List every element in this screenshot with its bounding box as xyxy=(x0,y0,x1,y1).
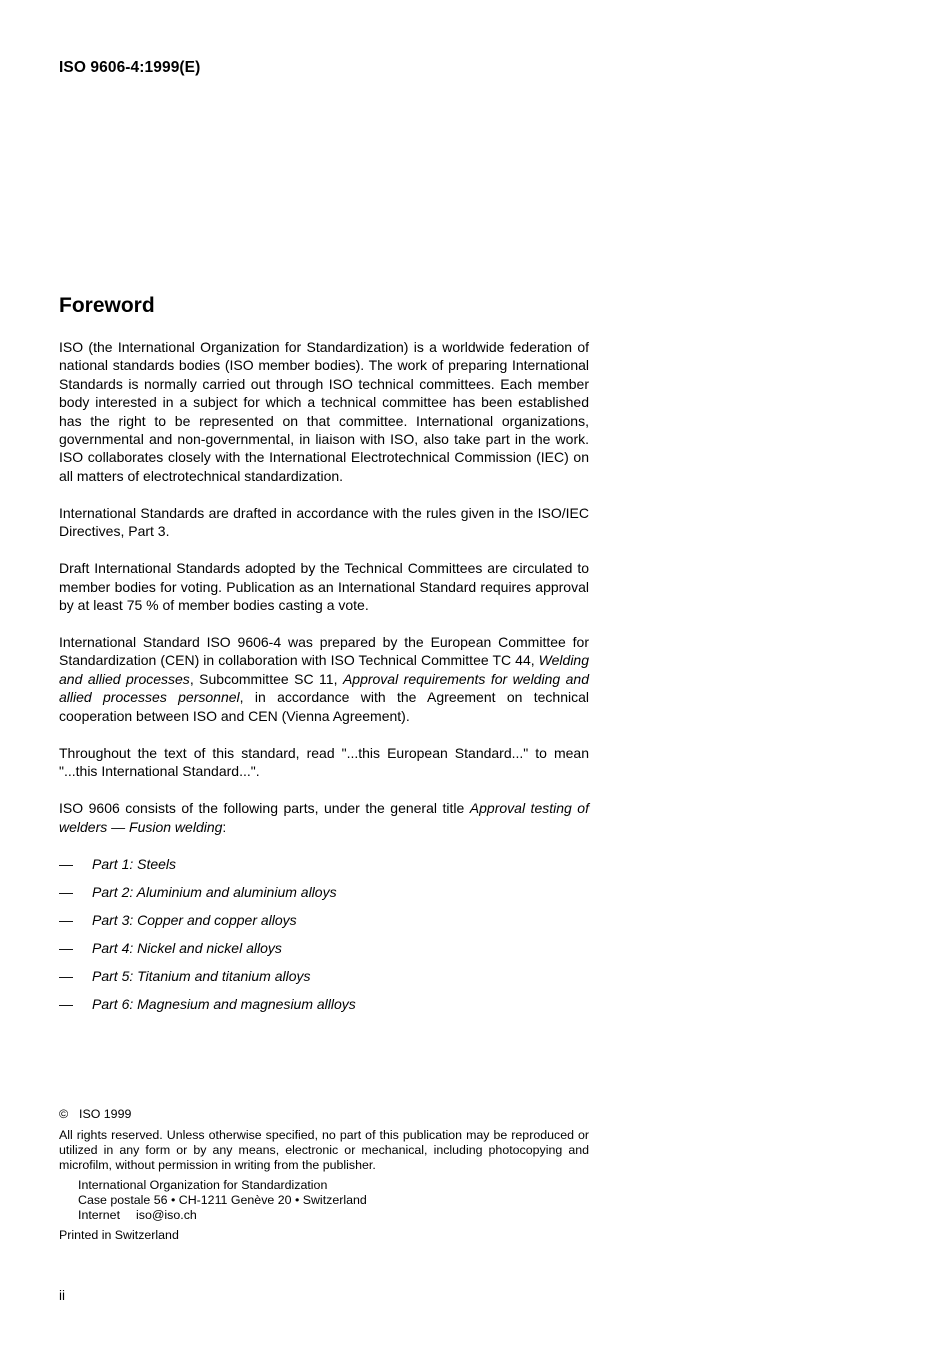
prep-text-c: , Subcommittee SC 11, xyxy=(189,670,343,687)
list-item xyxy=(59,939,589,967)
list-dash: — xyxy=(59,995,73,1012)
copyright-icon: © xyxy=(59,1107,69,1121)
part-title: Part 4: Nickel and nickel alloys xyxy=(92,939,282,956)
org-name: International Organization for Standardization xyxy=(78,1178,328,1192)
copyright-line xyxy=(59,1107,589,1122)
list-item xyxy=(59,911,589,939)
page-number: ii xyxy=(59,1288,65,1303)
copyright-block xyxy=(59,1107,589,1243)
rights-statement: All rights reserved. Unless otherwise specified, no part of this publication may be reproduced or utilized in any form or by any means, electronic or mechanical, including photocopying and microfilm, without permission in writing from the publisher. xyxy=(59,1128,589,1172)
paragraph-parts-intro xyxy=(59,799,589,836)
list-dash: — xyxy=(59,883,73,900)
tc-title: Welding and allied processes xyxy=(59,652,589,687)
part-title: Part 1: Steels xyxy=(92,855,177,872)
publisher-address xyxy=(59,1178,589,1223)
printed-in: Printed in Switzerland xyxy=(59,1228,179,1242)
list-item xyxy=(59,855,589,883)
parts-intro-a: ISO 9606 consists of the following parts, under the general title xyxy=(59,800,470,817)
list-dash: — xyxy=(59,939,73,956)
parts-list xyxy=(59,855,589,1023)
parts-intro-c: : xyxy=(222,818,227,835)
part-title: Part 5: Titanium and titanium alloys xyxy=(92,967,311,984)
prep-text-e: , in accordance with the Agreement on technical cooperation between ISO and CEN (Vienna Agreement). xyxy=(59,689,589,724)
part-title: Part 2: Aluminium and aluminium alloys xyxy=(92,883,337,900)
prep-text-a: International Standard ISO 9606-4 was prepared by the European Committee for Standardization (CEN) in collaboration with ISO Technical Committee TC 44, xyxy=(59,634,589,669)
paragraph-preparation xyxy=(59,633,589,725)
internet-line xyxy=(78,1208,589,1223)
list-dash: — xyxy=(59,855,73,872)
general-title: Approval testing of welders — Fusion welding xyxy=(59,800,589,835)
sc-title: Approval requirements for welding and allied processes personnel xyxy=(59,670,589,706)
paragraph-directives: International Standards are drafted in accordance with the rules given in the ISO/IEC Directives, Part 3. xyxy=(59,504,589,540)
paragraph-terminology: Throughout the text of this standard, read "...this European Standard..." to mean "...this International Standard...". xyxy=(59,744,589,780)
internet-label: Internet xyxy=(78,1208,121,1222)
section-title: Foreword xyxy=(59,294,155,317)
paragraph-iso-intro: ISO (the International Organization for Standardization) is a worldwide federation of national standards bodies (ISO member bodies). The work of preparing International Standards is normally carried out through ISO technical committees. Each member body interested in a subject for which a technical committee has been established has the right to be represented on that committee. International organizations, governmental and non-governmental, in liaison with ISO, also take part in the work. ISO collaborates closely with the International Electrotechnical Commission (IEC) on all matters of electrotechnical standardization. xyxy=(59,339,589,484)
copyright-year: ISO 1999 xyxy=(79,1107,132,1121)
document-id-header: ISO 9606-4:1999(E) xyxy=(59,59,201,76)
list-item xyxy=(59,995,589,1023)
part-title: Part 3: Copper and copper alloys xyxy=(92,911,297,928)
email-address: iso@iso.ch xyxy=(136,1208,197,1222)
list-item xyxy=(59,967,589,995)
list-dash: — xyxy=(59,911,73,928)
list-dash: — xyxy=(59,967,73,984)
postal-address: Case postale 56 • CH-1211 Genève 20 • Switzerland xyxy=(78,1193,367,1207)
foreword-body xyxy=(59,338,589,1023)
part-title: Part 6: Magnesium and magnesium allloys xyxy=(92,995,356,1012)
paragraph-voting: Draft International Standards adopted by the Technical Committees are circulated to member bodies for voting. Publication as an International Standard requires approval by at least 75 % of member bodies casting a vote. xyxy=(59,560,589,614)
list-item xyxy=(59,883,589,911)
